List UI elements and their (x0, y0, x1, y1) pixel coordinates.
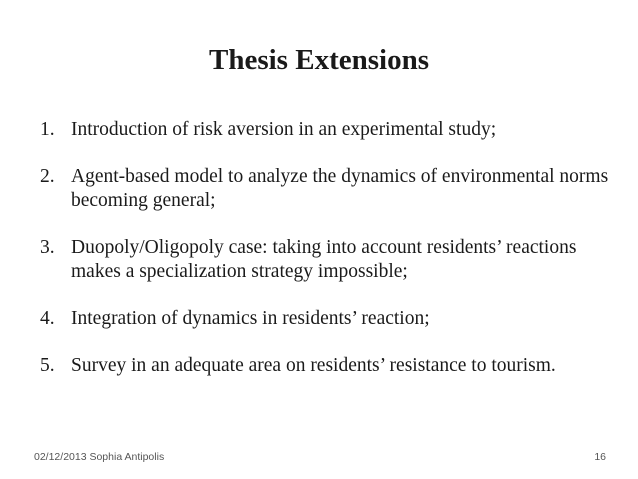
list-item (40, 354, 615, 378)
list-item-number: 2. (40, 166, 55, 187)
list-item (40, 165, 615, 213)
list-item (40, 307, 615, 331)
list-item-text: Agent-based model to analyze the dynamics of environmental norms becoming general; (71, 166, 609, 211)
slide-title: Thesis Extensions (209, 44, 429, 76)
list-item (40, 118, 615, 142)
list-item-number: 3. (40, 237, 55, 258)
footer-date-place: 02/12/2013 Sophia Antipolis (34, 451, 165, 463)
list-item-text: Introduction of risk aversion in an experimental study; (71, 119, 497, 140)
list-item-text: Duopoly/Oligopoly case: taking into account residents’ reactions makes a specialization strategy impossible; (71, 237, 577, 282)
list-item-number: 5. (40, 355, 55, 376)
list-item-text: Survey in an adequate area on residents’ resistance to tourism. (71, 355, 556, 376)
list-item-number: 4. (40, 308, 55, 329)
page-number: 16 (594, 451, 606, 463)
extensions-list (40, 118, 615, 401)
list-item-number: 1. (40, 119, 55, 140)
list-item-text: Integration of dynamics in residents’ reaction; (71, 308, 430, 329)
list-item (40, 236, 615, 284)
